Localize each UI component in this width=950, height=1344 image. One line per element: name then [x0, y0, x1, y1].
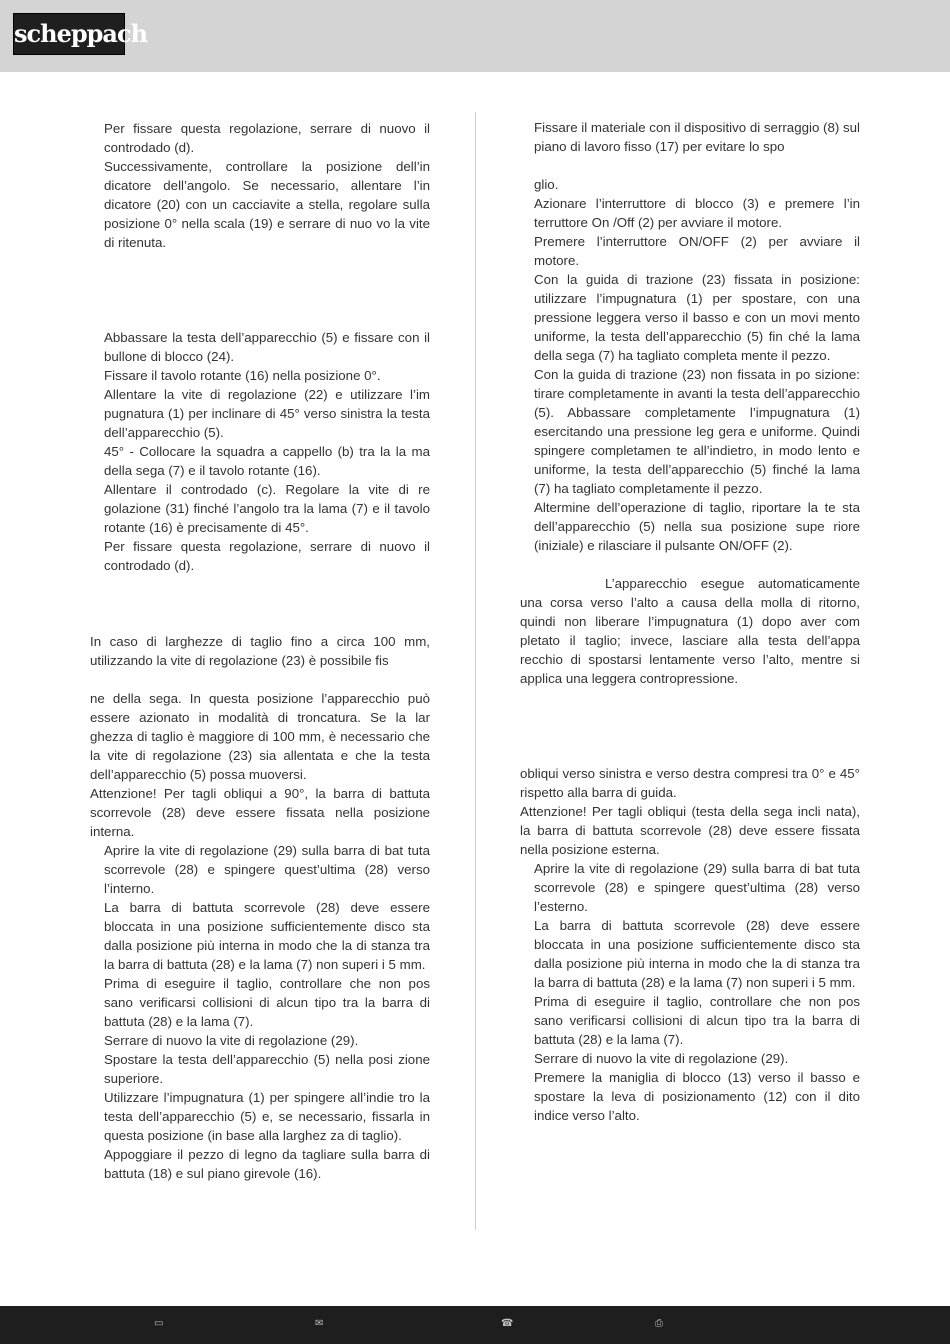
fax-icon: ⎙ [655, 1318, 663, 1329]
paragraph: obliqui verso sinistra e verso destra compresi tra 0° e 45° rispetto alla barra di guida. [520, 766, 860, 800]
paragraph: La barra di battuta scorrevole (28) deve essere bloccata in una posizione sufficientemente disco sta dalla posizione più interna in modo che la di stanza tra la barra di battuta (28) e la lama (7) non superi i 5 mm. [104, 900, 430, 972]
email-icon: ✉ [315, 1318, 324, 1329]
paragraph: ne della sega. In questa posizione l’apparecchio può essere azionato in modalità di troncatura. Se la lar ghezza di taglio è maggiore di 100 mm, è necessario che la vite di regolazione (23) sia allentata e che la testa dell’apparecchio (5) possa muoversi. [90, 691, 430, 782]
left-column [90, 119, 430, 1183]
paragraph: Premere l’interruttore ON/OFF (2) per avviare il motore. [534, 234, 860, 268]
paragraph: Con la guida di trazione (23) fissata in posizione: utilizzare l’impugnatura (1) per spostare, con una pressione leggera verso il basso e con un movi mento uniforme, la testa dell’apparecchio (5) fin ché la lama della sega (7) ha tagliato completa mente il pezzo. [534, 272, 860, 363]
paragraph: Aprire la vite di regolazione (29) sulla barra di bat tuta scorrevole (28) e spingere quest’ultima (28) verso l’esterno. [534, 861, 860, 914]
paragraph: Fissare il materiale con il dispositivo di serraggio (8) sul piano di lavoro fisso (17) per evitare lo spo [534, 120, 860, 154]
paragraph: Allentare la vite di regolazione (22) e utilizzare l’im pugnatura (1) per inclinare di 45° verso sinistra la testa dell’apparecchio (5). [104, 387, 430, 440]
page-footer [0, 1306, 950, 1344]
brand-logo: scheppach [13, 13, 125, 55]
paragraph: Allentare il controdado (c). Regolare la vite di re golazione (31) finché l’angolo tra la lama (7) e il tavolo rotante (16) è precisamente di 45°. [104, 482, 430, 535]
paragraph: Spostare la testa dell’apparecchio (5) nella posi zione superiore. [104, 1052, 430, 1086]
paragraph: Serrare di nuovo la vite di regolazione (29). [104, 1033, 359, 1048]
paragraph: Per fissare questa regolazione, serrare di nuovo il controdado (d). [104, 539, 430, 573]
paragraph: Azionare l’interruttore di blocco (3) e premere l’in terruttore On /Off (2) per avviare il motore. [534, 196, 860, 230]
paragraph: Attenzione! Per tagli obliqui (testa della sega incli nata), la barra di battuta scorrevole (28) deve essere fissata nella posizione esterna. [520, 804, 860, 857]
paragraph: Altermine dell’operazione di taglio, riportare la te sta dell’apparecchio (5) nella sua posizione supe riore (iniziale) e rilasciare il pulsante ON/OFF (2). [534, 500, 860, 553]
paragraph-gap [520, 688, 860, 764]
paragraph: Successivamente, controllare la posizione dell’in dicatore dell’angolo. Se necessario, allentare l’in dicatore (20) con un cacciavite a stella, regolare sulla posizione 0° nella scala (19) e serrare di nuo vo la vite di ritenuta. [104, 159, 430, 250]
paragraph: 45° - Collocare la squadra a cappello (b) tra la la ma della sega (7) e il tavolo rotante (16). [104, 444, 430, 478]
paragraph: Fissare il tavolo rotante (16) nella posizione 0°. [104, 368, 381, 383]
paragraph: Abbassare la testa dell’apparecchio (5) e fissare con il bullone di blocco (24). [104, 330, 430, 364]
computer-icon: ▭ [154, 1318, 164, 1329]
paragraph: Prima di eseguire il taglio, controllare che non pos sano verificarsi collisioni di alcun tipo tra la barra di battuta (28) e la lama (7). [104, 976, 430, 1029]
paragraph: L’apparecchio esegue automaticamente una corsa verso l’alto a causa della molla di ritorno, quindi non liberare l’impugnatura (1) dopo aver com pletato il taglio; invece, lasciare alla testa dell’appa recchio di spostarsi lentamente verso l’alto, mentre si applica una leggera contropressione. [520, 576, 860, 686]
paragraph: Prima di eseguire il taglio, controllare che non pos sano verificarsi collisioni di alcun tipo tra la barra di battuta (28) e la lama (7). [534, 994, 860, 1047]
paragraph: Serrare di nuovo la vite di regolazione (29). [534, 1051, 789, 1066]
paragraph: glio. [534, 177, 559, 192]
paragraph: In caso di larghezze di taglio fino a circa 100 mm, utilizzando la vite di regolazione (23) è possibile fis [90, 634, 430, 668]
paragraph: La barra di battuta scorrevole (28) deve essere bloccata in una posizione sufficientemente disco sta dalla posizione più interna in modo che la di stanza tra la barra di battuta (28) e la lama (7) non superi i 5 mm. [534, 918, 860, 990]
paragraph: Premere la maniglia di blocco (13) verso il basso e spostare la leva di posizionamento (12) con il dito indice verso l’alto. [534, 1070, 860, 1123]
right-column [520, 118, 860, 1125]
paragraph: Attenzione! Per tagli obliqui a 90°, la barra di battuta scorrevole (28) deve essere fissata nella posizione interna. [90, 786, 430, 839]
page-header [0, 0, 950, 72]
paragraph-gap [90, 670, 430, 689]
paragraph-gap [520, 156, 860, 175]
paragraph: Appoggiare il pezzo di legno da tagliare sulla barra di battuta (18) e sul piano girevole (16). [104, 1147, 430, 1181]
paragraph: Per fissare questa regolazione, serrare di nuovo il controdado (d). [104, 121, 430, 155]
paragraph-gap [90, 252, 430, 328]
paragraph: Aprire la vite di regolazione (29) sulla barra di bat tuta scorrevole (28) e spingere quest’ultima (28) verso l’interno. [104, 843, 430, 896]
paragraph-gap [90, 575, 430, 632]
phone-icon: ☎ [501, 1318, 514, 1329]
paragraph-gap [520, 555, 860, 574]
column-divider [475, 112, 476, 1230]
paragraph: Utilizzare l’impugnatura (1) per spingere all’indie tro la testa dell’apparecchio (5) e, se necessario, fissarla in questa posizione (in base alla larghez za di taglio). [104, 1090, 430, 1143]
paragraph: Con la guida di trazione (23) non fissata in po sizione: tirare completamente in avanti la testa dell’apparecchio (5). Abbassare completamente l’impugnatura (1) esercitando una pressione leg gera e uniforme. Quindi spingere completamen te all’indietro, in modo lento e uniforme, la testa dell’apparecchio (5) finché la lama (7) ha tagliato completamente il pezzo. [534, 367, 860, 496]
